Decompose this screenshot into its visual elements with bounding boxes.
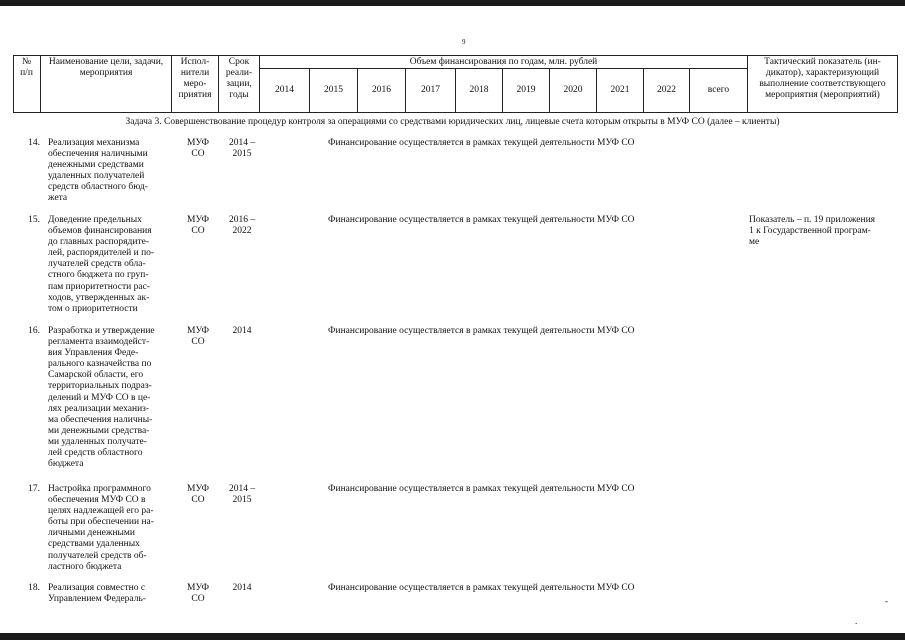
row-number: 14. — [28, 138, 40, 148]
header-financing: Объем финансирования по годам, млн. рублей — [409, 57, 598, 67]
executor-line: МУФ — [187, 215, 209, 225]
activity-line: лях реализации механиз- — [48, 403, 150, 414]
activity-line: жета — [48, 193, 68, 204]
executor-line: СО — [191, 594, 205, 605]
activity-line: регламента взаимодейст- — [48, 337, 150, 348]
header-executors-line: меро- — [183, 79, 207, 89]
activity-line: Доведение предельных — [48, 215, 142, 225]
activity-line: ма обеспечения наличны- — [48, 414, 153, 425]
activity-line: вия Управления Феде- — [48, 348, 139, 359]
header-executors-line: Испол- — [180, 57, 210, 67]
header-indicator — [748, 57, 897, 101]
task-title: Задача 3. Совершенствование процедур контроля за операциями со средствами юридических лиц, лицевые счета которым открыты в МУФ СО (далее – клиенты) — [125, 117, 780, 127]
row-activity-name — [48, 326, 170, 470]
header-indicator-line: мероприятия (мероприятий) — [765, 90, 880, 100]
row-financing: Финансирование осуществляется в рамках текущей деятельности МУФ СО — [328, 215, 635, 225]
header-year: 2016 — [372, 85, 391, 95]
activity-line: том о приоритетности — [48, 303, 138, 314]
row-activity-name — [48, 138, 170, 205]
header-term-line: годы — [229, 90, 249, 100]
activity-line: средств областного бюд- — [48, 182, 148, 193]
row-term — [222, 215, 262, 237]
activity-line: пам приоритетности рас- — [48, 281, 150, 292]
header-year: 2019 — [516, 85, 536, 95]
header-name-line: Наименование цели, задачи, — [48, 57, 164, 67]
row-executor — [183, 484, 213, 506]
row-financing: Финансирование осуществляется в рамках текущей деятельности МУФ СО — [328, 326, 635, 336]
header-name — [41, 57, 171, 79]
header-year: 2017 — [421, 85, 440, 95]
activity-line: территориальных подраз- — [48, 381, 152, 392]
executor-line: МУФ — [187, 484, 209, 494]
indicator-line: 1 к Государственной програм- — [749, 226, 871, 237]
activity-line: удаленных получателей — [48, 171, 145, 182]
header-total: всего — [707, 85, 730, 95]
activity-line: ми денежными средства- — [48, 425, 150, 436]
header-num — [13, 57, 40, 79]
indicator-line: ме — [749, 237, 760, 248]
header-year: 2014 — [275, 85, 294, 95]
row-term — [222, 138, 262, 160]
activity-line: ластного бюджета — [48, 561, 122, 572]
activity-line: делений и МУФ СО в це- — [48, 392, 151, 403]
header-year: 2015 — [324, 85, 343, 95]
activity-line: ми удаленных получате- — [48, 436, 147, 447]
term-line: 2014 — [232, 583, 252, 593]
header-num-line: № — [21, 57, 32, 67]
row-executor — [183, 138, 213, 160]
activity-line: личными денежными — [48, 528, 136, 539]
activity-line: боты при обеспечении на- — [48, 517, 154, 528]
scan-mark: - — [885, 596, 888, 606]
row-financing: Финансирование осуществляется в рамках текущей деятельности МУФ СО — [328, 484, 635, 494]
row-executor — [183, 326, 213, 348]
header-executors-line: нители — [180, 68, 210, 78]
header-executors — [172, 57, 218, 101]
row-number: 16. — [28, 326, 40, 336]
row-term — [222, 484, 262, 506]
row-executor — [183, 583, 213, 605]
header-term-line: зации, — [226, 79, 252, 89]
activity-line: Самарской области, его — [48, 370, 144, 381]
row-financing: Финансирование осуществляется в рамках текущей деятельности МУФ СО — [328, 583, 635, 593]
scan-mark: . — [855, 616, 858, 626]
term-line: 2015 — [232, 149, 252, 160]
term-line: 2022 — [232, 226, 252, 237]
row-term — [222, 583, 262, 594]
term-line: 2016 – — [228, 215, 256, 225]
header-indicator-line: дикатор), характеризующий — [765, 68, 880, 78]
executor-line: СО — [191, 337, 205, 348]
executor-line: СО — [191, 495, 205, 506]
years-divider-line — [259, 68, 747, 69]
header-top-line — [13, 55, 898, 56]
page-number: 9 — [462, 38, 466, 46]
activity-line: Настройка программного — [48, 484, 151, 494]
activity-line: Разработка и утверждение — [48, 326, 155, 336]
executor-line: МУФ — [187, 326, 209, 336]
row-activity-name — [48, 583, 170, 605]
activity-line: Реализация механизма — [48, 138, 140, 148]
header-year: 2021 — [610, 85, 630, 95]
activity-line: Управлением Федераль- — [48, 594, 146, 605]
row-executor — [183, 215, 213, 237]
header-term — [219, 57, 259, 101]
row-number: 15. — [28, 215, 40, 225]
scan-top-border — [0, 0, 905, 6]
col-line — [897, 55, 898, 113]
row-number: 17. — [28, 484, 40, 494]
header-year: 2018 — [469, 85, 489, 95]
executor-line: СО — [191, 149, 205, 160]
row-activity-name — [48, 215, 170, 315]
activity-line: ходов, утвержденных ак- — [48, 292, 150, 303]
header-year: 2020 — [563, 85, 583, 95]
executor-line: СО — [191, 226, 205, 237]
row-term — [222, 326, 262, 337]
row-number: 18. — [28, 583, 40, 593]
row-financing: Финансирование осуществляется в рамках текущей деятельности МУФ СО — [328, 138, 635, 148]
activity-line: получателей средств об- — [48, 550, 147, 561]
header-term-line: Срок — [228, 57, 250, 67]
activity-line: стного бюджета по груп- — [48, 270, 149, 281]
term-line: 2014 – — [228, 484, 256, 494]
term-line: 2014 – — [228, 138, 256, 148]
indicator-line: Показатель – п. 19 приложения — [749, 215, 876, 225]
activity-line: до главных распорядите- — [48, 237, 149, 248]
table-header — [13, 55, 898, 113]
header-indicator-line: Тактический показатель (ин- — [764, 57, 881, 67]
header-name-line: мероприятия — [79, 68, 133, 78]
row-activity-name — [48, 484, 170, 573]
header-indicator-line: выполнение соответствующего — [759, 79, 886, 89]
activity-line: лей средств областного — [48, 448, 143, 459]
executor-line: МУФ — [187, 583, 209, 593]
header-year: 2022 — [657, 85, 676, 95]
activity-line: объемов финансирования — [48, 226, 152, 237]
term-line: 2015 — [232, 495, 252, 506]
activity-line: обеспечения МУФ СО в — [48, 495, 146, 506]
header-term-line: реали- — [225, 68, 253, 78]
header-num-line: п/п — [20, 68, 33, 78]
activity-line: средствами удаленных — [48, 539, 140, 550]
activity-line: лучателей средств обла- — [48, 259, 146, 270]
activity-line: лей, распорядителей и по- — [48, 248, 155, 259]
activity-line: денежными средствами — [48, 160, 144, 171]
header-executors-line: приятия — [178, 90, 212, 100]
row-indicator — [749, 215, 899, 248]
activity-line: Реализация совместно с — [48, 583, 146, 593]
activity-line: целях надлежащей его ра- — [48, 506, 154, 517]
activity-line: рального казначейства по — [48, 359, 152, 370]
term-line: 2014 — [232, 326, 252, 336]
executor-line: МУФ — [187, 138, 209, 148]
activity-line: бюджета — [48, 459, 84, 470]
scan-bottom-border — [0, 633, 905, 640]
activity-line: обеспечения наличными — [48, 149, 148, 160]
